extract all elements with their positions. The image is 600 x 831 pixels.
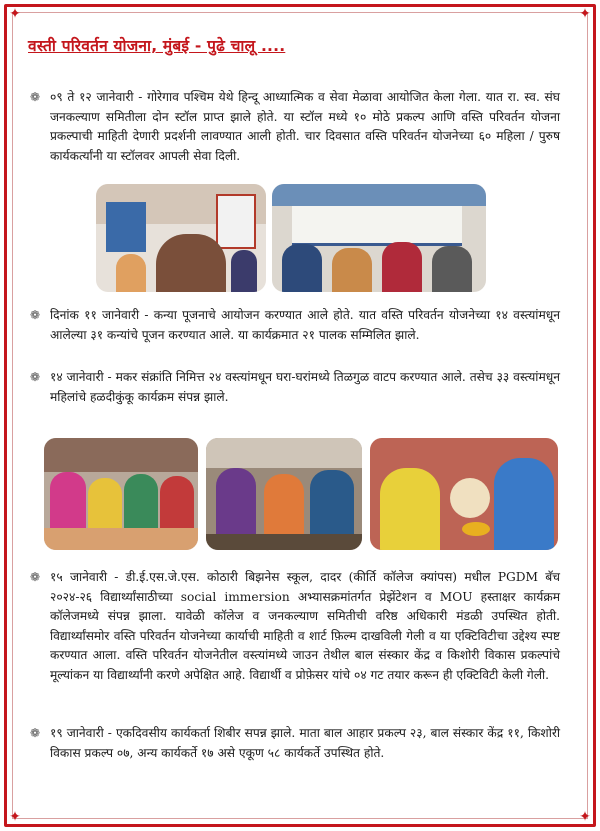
stall-visitors-photo <box>272 184 486 292</box>
bullet-icon: ❁ <box>30 90 41 104</box>
haldi-kumkum-photo <box>44 438 198 550</box>
page-heading: वस्ती परिवर्तन योजना, मुंबई - पुढे चालू .... <box>28 37 286 55</box>
tilgul-distribution-photo <box>206 438 362 550</box>
list-item <box>30 724 560 763</box>
bullet-icon: ❁ <box>30 726 41 740</box>
item-text: १५ जानेवारी - डी.ई.एस.जे.एस. कोठारी बिझनेस स्कूल, दादर (कीर्ति कॉलेज क्यांपस) मधील PGDM बॅच २०२४-२६ विद्यार्थ्यांसाठीच्या social immersion अभ्यासक्रमांतर्गत प्रेझेंटेशन व MOU हस्ताक्षर कार्यक्रम कॉलेजमध्ये संपन्न झाला. यावेळी कॉलेज व जनकल्याण समितीची वरिष्ठ अधिकारी मंडळी उपस्थित होती. विद्यार्थ्यांसमोर वस्ति परिवर्तन योजनेच्या कार्याची माहिती व शार्ट फ़िल्म दाखविली गेली व या एक्टिविटीचा उद्देश्य स्पष्ट करण्यात आला. वस्ति परिवर्तन योजनेतील वस्त्यांमध्ये जाउन तेथील बाल संस्कार केंद्र व किशोरी विकास प्रकल्पांचे मूल्यांकन या विद्यार्थ्यांनी करणे अपेक्षित आहे. विद्यार्थी व प्रोफ़ेसर यांचे ०४ गट तयार करून ही एक्टिविटी केली गेली. <box>50 570 560 682</box>
bullet-icon: ❁ <box>30 570 41 584</box>
kanya-pujan-photo <box>370 438 558 550</box>
corner-ornament-icon: ✦ <box>9 6 21 22</box>
list-item <box>30 88 560 166</box>
item-text: ०९ ते १२ जानेवारी - गोरेगाव पश्चिम येथे हिन्दू आध्यात्मिक व सेवा मेळावा आयोजित केला गेला. यात रा. स्व. संघ जनकल्याण समितीला दोन स्टॉल प्राप्त झाले होते. या स्टॉल मध्ये १० मोठे प्रकल्प आणि वस्ति परिवर्तन योजना प्रकल्पाची माहिती देणारी प्रदर्शनी लावण्यात आली होती. चार दिवसात वस्ति परिवर्तन योजनेच्या ६० महिला / पुरुष कार्यकर्त्यांनी या स्टॉलवर आपली सेवा दिली. <box>50 90 560 163</box>
corner-ornament-icon: ✦ <box>9 809 21 825</box>
stall-exhibition-photo <box>96 184 266 292</box>
corner-ornament-icon: ✦ <box>579 809 591 825</box>
corner-ornament-icon: ✦ <box>579 6 591 22</box>
item-text: १९ जानेवारी - एकदिवसीय कार्यकर्ता शिबीर सपन्न झाले. माता बाल आहार प्रकल्प २३, बाल संस्कार केंद्र ११, किशोरी विकास प्रकल्प ०७, अन्य कार्यकर्ते १७ असे एकूण ५८ कार्यकर्ते उपस्थित होते. <box>50 726 560 760</box>
bullet-icon: ❁ <box>30 370 41 384</box>
list-item <box>30 368 560 407</box>
list-item <box>30 568 560 685</box>
item-text: १४ जानेवारी - मकर संक्रांति निमित्त २४ वस्त्यांमधून घरा-घरांमध्ये तिळगुळ वाटप करण्यात आले. तसेच ३३ वस्त्यांमधून महिलांचे हळदीकुंकू कार्यक्रम संपन्न झाले. <box>50 370 560 404</box>
item-text: दिनांक ११ जानेवारी - कन्या पूजनाचे आयोजन करण्यात आले होते. यात वस्ति परिवर्तन योजनेच्या १४ वस्त्यांमधून आलेल्या ३१ कन्यांचे पूजन करण्यात आले. या कार्यक्रमात २१ पालक सम्मिलित झाले. <box>50 308 560 342</box>
list-item <box>30 306 560 345</box>
bullet-icon: ❁ <box>30 308 41 322</box>
